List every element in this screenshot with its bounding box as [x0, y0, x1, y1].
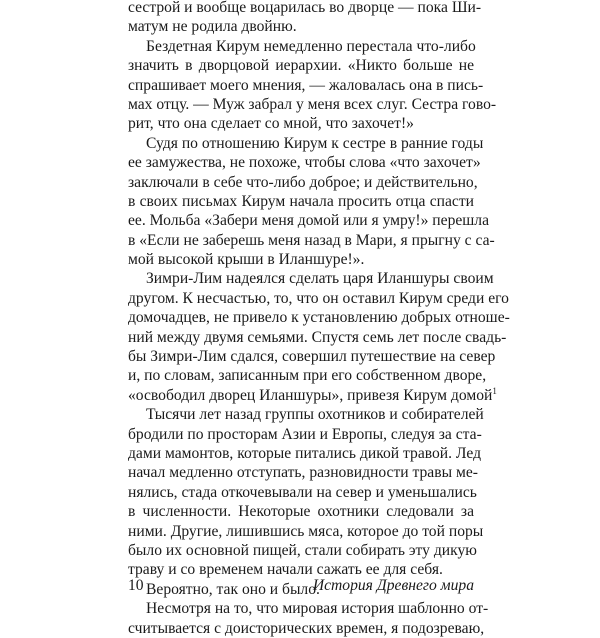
- text-line: [128, 599, 489, 618]
- line-text: было их основной пищей, стали собирать эту дикую: [128, 541, 477, 559]
- line-text: другом. К несчастью, то, что он оставил Кирум среди его: [128, 289, 509, 307]
- line-text: мой высокой крыши в Иланшуре!».: [128, 251, 365, 269]
- line-text: заключали в себе что-либо доброе; и действительно,: [128, 173, 478, 191]
- text-line: [128, 444, 482, 463]
- line-text: спрашивает моего мнения, — жаловалась она в пись-: [128, 76, 484, 94]
- line-text: сестрой и вообще воцарилась во дворце — пока Ши-: [128, 0, 482, 16]
- text-line: [128, 366, 487, 385]
- line-text: ними. Другие, лишившись мяса, которое до той поры: [128, 522, 484, 540]
- line-text: дами мамонтов, которые питались дикой травой. Лед: [128, 444, 482, 462]
- text-line: [128, 289, 509, 308]
- text-line: [128, 153, 481, 172]
- text-line: [128, 308, 510, 327]
- text-line: [128, 76, 484, 95]
- text-line: [128, 405, 484, 424]
- line-text: матум не родила двойню.: [128, 18, 297, 36]
- line-text: мах отцу. — Муж забрал у меня всех слуг. Сестра гово-: [128, 95, 497, 113]
- line-text: траву и со временем начали сажать ее для себя.: [128, 561, 443, 579]
- line-text: ний между двумя семьями. Спустя семь лет после свадь-: [128, 328, 507, 346]
- text-line: [128, 134, 484, 153]
- line-text: домочадцев, не привело к установлению добрых отноше-: [128, 309, 510, 327]
- line-text: бы Зимри-Лим сдался, совершил путешествие на север: [128, 348, 496, 366]
- paragraph: [128, 134, 495, 270]
- text-line: [128, 56, 474, 75]
- line-text: Судя по отношению Кирум к сестре в ранние годы: [146, 134, 484, 152]
- line-text: ее замужества, не похоже, чтобы слова «что захочет»: [128, 154, 481, 172]
- text-line: [128, 0, 482, 17]
- line-text: бродили по просторам Азии и Европы, следуя за ста-: [128, 425, 482, 443]
- text-line: [128, 269, 494, 288]
- line-text: в своих письмах Кирум начала просить отца спасти: [128, 192, 474, 210]
- text-line: [128, 541, 477, 560]
- text-line: [128, 463, 478, 482]
- paragraph: [128, 0, 482, 37]
- line-text: считывается с доисторических времен, я подозреваю,: [128, 619, 485, 637]
- line-text: «освободил дворец Иланшуры», привезя Кирум домой: [128, 386, 493, 404]
- line-text: Вероятно, так оно и было.: [146, 580, 320, 598]
- text-line: [128, 425, 482, 444]
- line-text: в «Если не заберешь меня назад в Мари, я прыгну с са-: [128, 231, 495, 249]
- line-text: нялись, стада откочевывали на север и уменьшались: [128, 483, 477, 501]
- text-line: [128, 522, 484, 541]
- paragraph: [128, 599, 489, 638]
- text-line: [128, 37, 474, 56]
- text-line: [128, 619, 485, 638]
- running-title: История Древнего мира: [312, 577, 474, 594]
- paragraph: [128, 269, 510, 405]
- body-text: [128, 0, 510, 638]
- line-text: ее. Мольба «Забери меня домой или я умру!» перешла: [128, 212, 489, 230]
- text-line: [128, 114, 474, 133]
- line-text: в численности. Некоторые охотники следовали за: [128, 503, 474, 521]
- text-line: [128, 95, 497, 114]
- paragraph: [128, 405, 484, 580]
- line-text: и, по словам, записанным при его собственном дворе,: [128, 367, 487, 385]
- line-text: Тысячи лет назад группы охотников и собирателей: [146, 406, 484, 424]
- line-text: Несмотря на то, что мировая история шаблонно от-: [146, 600, 489, 618]
- page-number: 10: [128, 577, 144, 594]
- line-text: Бездетная Кирум немедленно перестала что-либо: [146, 37, 476, 55]
- text-line: [128, 483, 477, 502]
- text-line: [128, 502, 474, 521]
- line-text: рит, что она сделает со мной, что захочет!»: [128, 115, 414, 133]
- text-line: [128, 231, 495, 250]
- text-line: [128, 211, 489, 230]
- text-line: [128, 347, 496, 366]
- text-line: [128, 328, 507, 347]
- line-text: начал медленно отступать, разновидности травы ме-: [128, 464, 478, 482]
- paragraph: [128, 37, 497, 134]
- text-line: [128, 173, 478, 192]
- line-text: значить в дворцовой иерархии. «Никто больше не: [128, 57, 474, 75]
- footnote-marker: 1: [492, 385, 497, 396]
- text-line: [128, 17, 474, 36]
- text-line: [128, 192, 474, 211]
- text-line: [128, 250, 474, 269]
- text-line: [128, 385, 497, 405]
- line-text: Зимри-Лим надеялся сделать царя Иланшуры своим: [146, 270, 494, 288]
